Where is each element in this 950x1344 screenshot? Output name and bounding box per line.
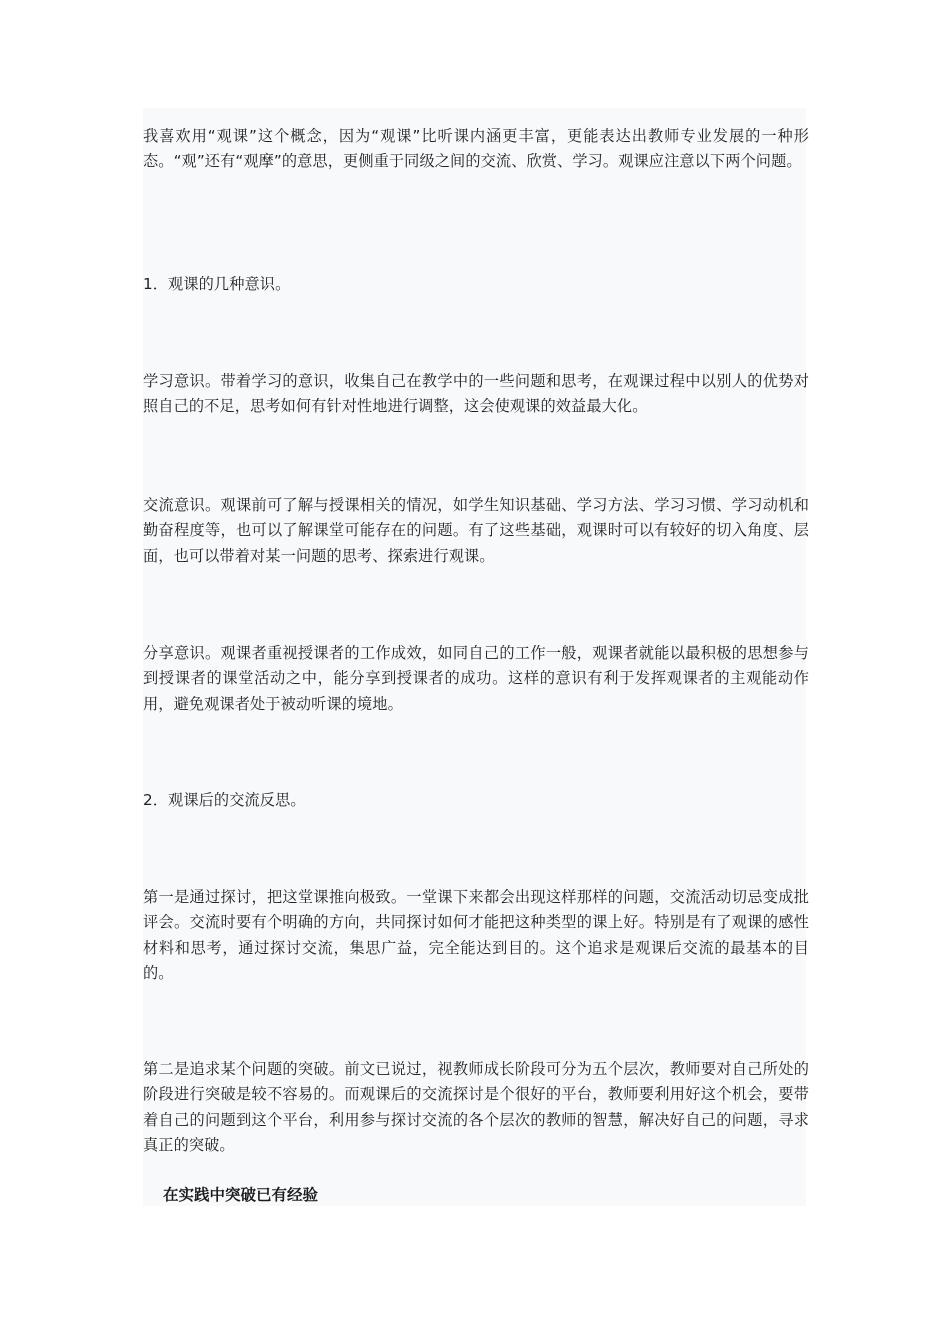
learning-awareness-paragraph: 学习意识。带着学习的意识，收集自己在教学中的一些问题和思考，在观课过程中以别人的优势对照自己的不足，思考如何有针对性地进行调整，这会使观课的效益最大化。	[143, 372, 809, 416]
point2-title: 2．观课后的交流反思。	[143, 791, 306, 809]
second-goal-paragraph: 第二是追求某个问题的突破。前文已说过，视教师成长阶段可分为五个层次，教师要对自己所处的阶段进行突破是较不容易的。而观课后的交流探讨是个很好的平台，教师要利用好这个机会，要带着自己的问题到这个平台，利用参与探讨交流的各个层次的教师的智慧，解决好自己的问题，寻求真正的突破。	[143, 1060, 809, 1155]
intro-paragraph: 我喜欢用“观课”这个概念，因为“观课”比听课内涵更丰富，更能表达出教师专业发展的一种形态。“观”还有“观摩”的意思，更侧重于同级之间的交流、欣赏、学习。观课应注意以下两个问题。	[143, 127, 809, 171]
point1-title: 1．观课的几种意识。	[143, 275, 291, 293]
first-goal-paragraph: 第一是通过探讨，把这堂课推向极致。一堂课下来都会出现这样那样的问题，交流活动切忌变成批评会。交流时要有个明确的方向，共同探讨如何才能把这种类型的课上好。特别是有了观课的感性材料和思考，通过探讨交流，集思广益，完全能达到目的。这个追求是观课后交流的最基本的目的。	[143, 888, 809, 983]
exchange-awareness-paragraph: 交流意识。观课前可了解与授课相关的情况，如学生知识基础、学习方法、学习习惯、学习动机和勤奋程度等，也可以了解课堂可能存在的问题。有了这些基础，观课时可以有较好的切入角度、层面，也可以带着对某一问题的思考、探索进行观课。	[143, 496, 809, 565]
sharing-awareness-paragraph: 分享意识。观课者重视授课者的工作成效，如同自己的工作一般，观课者就能以最积极的思想参与到授课者的课堂活动之中，能分享到授课者的成功。这样的意识有利于发挥观课者的主观能动作用，避免观课者处于被动听课的境地。	[143, 644, 809, 713]
section-heading: 在实践中突破已有经验	[163, 1186, 319, 1204]
